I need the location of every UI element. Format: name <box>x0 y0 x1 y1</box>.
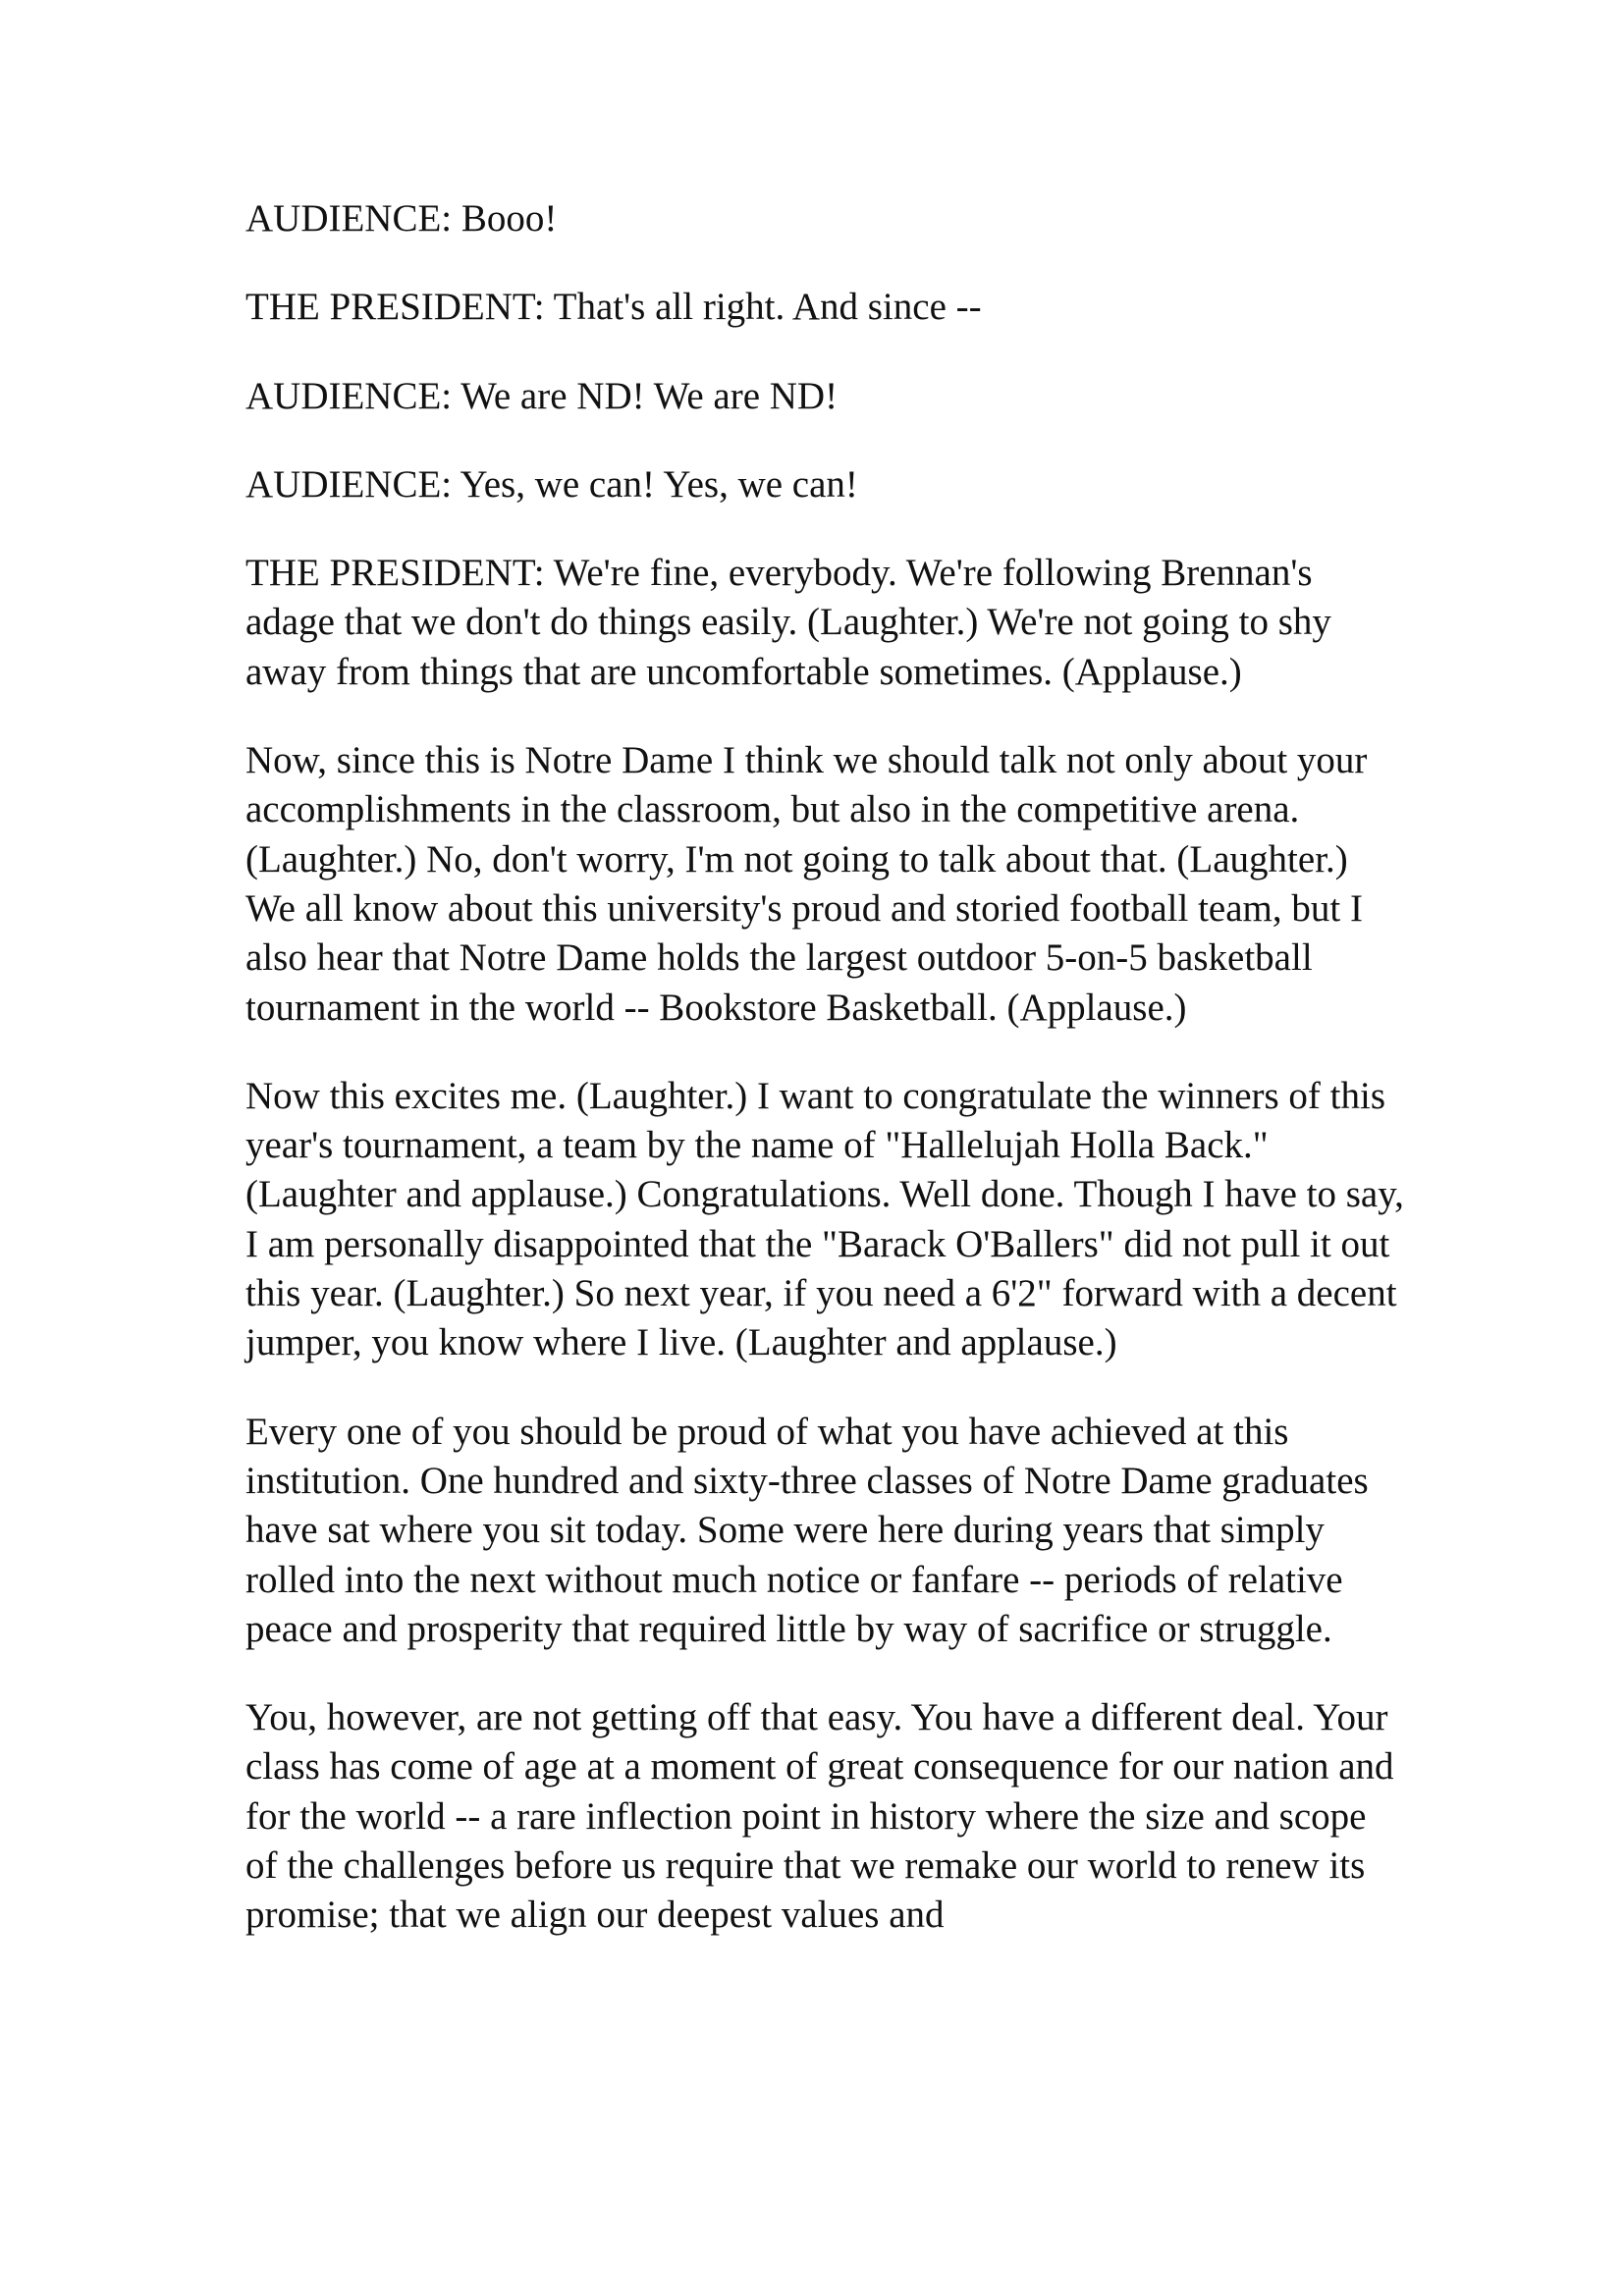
paragraph: AUDIENCE: Yes, we can! Yes, we can! <box>245 462 858 506</box>
paragraph: Now, since this is Notre Dame I think we should talk not only about your accomplishments in the classroom, but also in the competitive arena. (Laughter.) No, don't worry, I'm not going to talk about that. (Laughter.) We all know about this university's proud and storied football team, but I also hear that Notre Dame holds the largest outdoor 5-on-5 basketball tournament in the world -- Bookstore Basketball. (Applause.) <box>245 739 1368 1029</box>
paragraph: AUDIENCE: We are ND! We are ND! <box>245 374 839 417</box>
paragraph: THE PRESIDENT: We're fine, everybody. We're following Brennan's adage that we don't do things easily. (Laughter.) We're not going to shy away from things that are uncomfortable sometimes. (Applause.) <box>245 552 1331 693</box>
speech-transcript <box>245 194 1404 1980</box>
paragraph: Every one of you should be proud of what you have achieved at this institution. One hundred and sixty-three classes of Notre Dame graduates have sat where you sit today. Some were here during years that simply rolled into the next without much notice or fanfare -- periods of relative peace and prosperity that required little by way of sacrifice or struggle. <box>245 1410 1369 1650</box>
paragraph: Now this excites me. (Laughter.) I want to congratulate the winners of this year's tournament, a team by the name of "Hallelujah Holla Back." (Laughter and applause.) Congratulations. Well done. Though I have to say, I am personally disappointed that the "Barack O'Ballers" did not pull it out this year. (Laughter.) So next year, if you need a 6'2" forward with a decent jumper, you know where I live. (Laughter and applause.) <box>245 1074 1404 1364</box>
paragraph: You, however, are not getting off that easy. You have a different deal. Your class has come of age at a moment of great consequence for our nation and for the world -- a rare inflection point in history where the size and scope of the challenges before us require that we remake our world to renew its promise; that we align our deepest values and <box>245 1696 1394 1937</box>
paragraph: THE PRESIDENT: That's all right. And since -- <box>245 286 982 329</box>
paragraph: AUDIENCE: Booo! <box>245 197 558 240</box>
